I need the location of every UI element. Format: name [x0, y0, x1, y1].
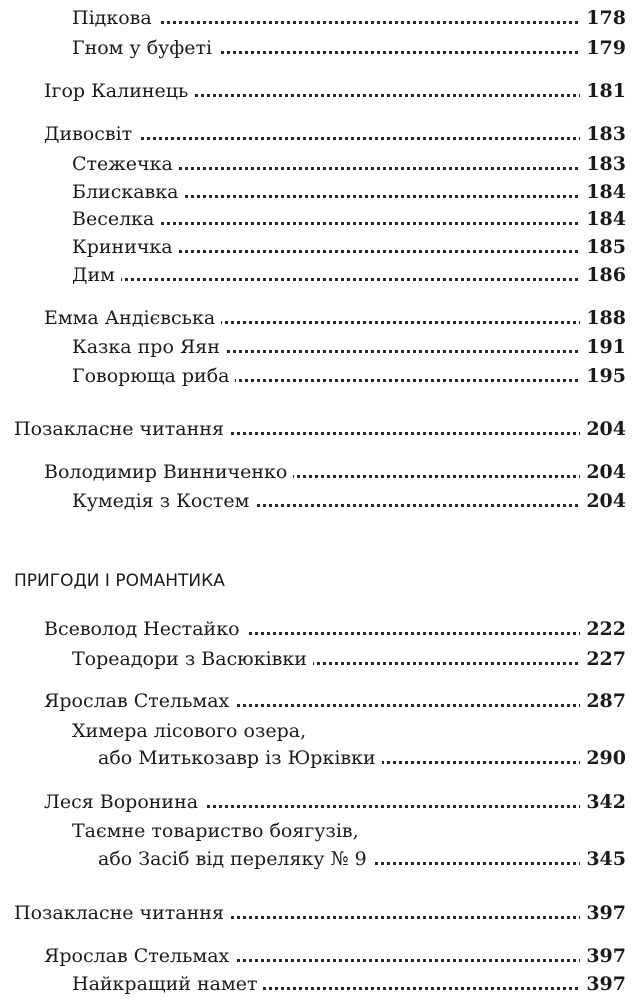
toc-entry: [0, 615, 640, 643]
toc-entry-page: 397: [580, 970, 626, 998]
toc-entry-page: 184: [580, 178, 626, 206]
toc-entry-title: Казка про Яян: [72, 333, 226, 361]
toc-entry-page: 290: [580, 744, 626, 772]
toc-entry: [0, 899, 640, 927]
toc-entry-page: 191: [580, 333, 626, 361]
toc-entry-title-line1: Химера лісового озера,: [72, 720, 307, 742]
toc-entry-page: 186: [580, 261, 626, 289]
toc-entry-title: або Митькозавр із Юрківки: [98, 744, 382, 772]
toc-entry-page: 227: [580, 645, 626, 673]
toc-entry-title: Дивосвіт: [44, 120, 138, 148]
toc-entry-page: 204: [580, 415, 626, 443]
toc-entry: [0, 645, 640, 673]
toc-entry-page: 204: [580, 487, 626, 515]
toc-entry: [0, 942, 640, 970]
toc-entry: [0, 487, 640, 515]
toc-entry-title: Підкова: [72, 4, 158, 32]
toc-entry: [0, 233, 640, 261]
toc-entry: [0, 788, 640, 816]
toc-entry-title: Ярослав Стельмах: [44, 942, 235, 970]
toc-entry-title: Леся Воронина: [44, 788, 204, 816]
toc-entry-title: Стежечка: [72, 150, 179, 178]
toc-entry: [0, 687, 640, 715]
toc-entry-title: Позакласне читання: [14, 415, 230, 443]
toc-entry-title: Гном у буфеті: [72, 34, 218, 62]
toc-entry-title: Тореадори з Васюківки: [72, 645, 313, 673]
toc-entry: [0, 744, 640, 772]
toc-entry-page: 287: [580, 687, 626, 715]
toc-entry-page: 345: [580, 845, 626, 873]
toc-entry: [0, 150, 640, 178]
toc-entry-page: 204: [580, 458, 626, 486]
toc-entry-page: 183: [580, 120, 626, 148]
toc-entry-title: Ігор Калинець: [44, 77, 194, 105]
toc-entry-title: Позакласне читання: [14, 899, 230, 927]
toc-entry-title: Веселка: [72, 205, 160, 233]
toc-entry: [0, 415, 640, 443]
toc-entry-page: 222: [580, 615, 626, 643]
toc-entry-page: 183: [580, 150, 626, 178]
toc-entry-page: 188: [580, 304, 626, 332]
toc-entry: [0, 458, 640, 486]
toc-entry-page: 178: [580, 4, 626, 32]
toc-entry-title: або Засіб від переляку № 9: [98, 845, 373, 873]
toc-entry-title: Ярослав Стельмах: [44, 687, 235, 715]
toc-entry: [0, 304, 640, 332]
toc-entry: [0, 845, 640, 873]
toc-entry-title: Емма Андієвська: [44, 304, 221, 332]
toc-entry-title: Кумедія з Костем: [72, 487, 255, 515]
toc-entry: [0, 178, 640, 206]
toc-entry: [0, 205, 640, 233]
toc-entry-title: Криничка: [72, 233, 179, 261]
toc-entry-page: 342: [580, 788, 626, 816]
toc-entry-page: 179: [580, 34, 626, 62]
toc-entry-title: Володимир Винниченко: [44, 458, 293, 486]
toc-entry-title-line1: Таємне товариство боягузів,: [72, 820, 359, 842]
toc-entry-page: 397: [580, 942, 626, 970]
toc-entry: [0, 333, 640, 361]
toc-entry-page: 184: [580, 205, 626, 233]
toc-entry-title: Найкращий намет: [72, 970, 263, 998]
toc-entry: [0, 4, 640, 32]
section-heading: ПРИГОДИ І РОМАНТИКА: [14, 571, 225, 591]
toc-entry: [0, 77, 640, 105]
toc-entry-page: 195: [580, 362, 626, 390]
toc-entry: [0, 34, 640, 62]
dot-leader: [72, 278, 626, 281]
toc-entry-title: Говорюща риба: [72, 362, 235, 390]
toc-entry-page: 185: [580, 233, 626, 261]
toc-entry-page: 397: [580, 899, 626, 927]
toc-entry: [0, 261, 640, 289]
toc-entry-title: Дим: [72, 261, 121, 289]
toc-entry: [0, 362, 640, 390]
toc-entry: [0, 120, 640, 148]
toc-entry: [0, 970, 640, 998]
toc-entry-page: 181: [580, 77, 626, 105]
toc-entry-title: Всеволод Нестайко: [44, 615, 246, 643]
toc-entry-title: Блискавка: [72, 178, 184, 206]
